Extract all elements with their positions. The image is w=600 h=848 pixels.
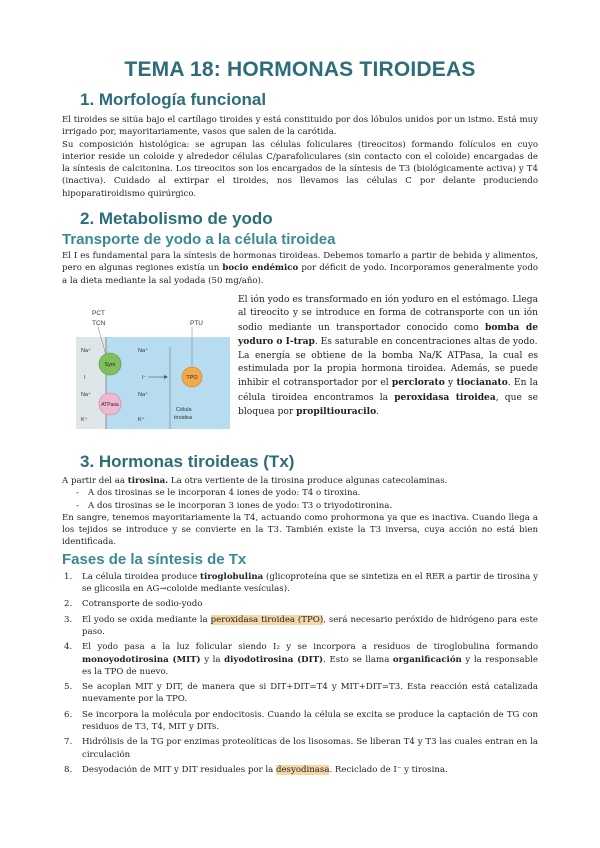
page-title: TEMA 18: HORMONAS TIROIDEAS	[124, 58, 476, 81]
list-item: 5. Se acoplan MIT y DIT, de manera que si DIT+DIT=T4 y MIT+DIT=T3. Esta reacción está catalizada nuevamente por la TPO.	[64, 682, 538, 705]
label-na-left-mid: Na⁺	[81, 392, 91, 398]
list-item: 1. La célula tiroidea produce tiroglobulina (glicoproteína que se sintetiza en el RER a partir de tirosina y se glicosila en AG→coloide mediante vesículas).	[64, 571, 538, 595]
label-symporter: Sym	[104, 362, 116, 368]
section-heading-metabolismo: 2. Metabolismo de yodo	[80, 209, 273, 228]
section-hormonas	[62, 452, 538, 776]
label-ptu: PTU	[190, 320, 203, 327]
label-i-arrow: I⁻	[142, 375, 147, 381]
list-item: 2. Cotransporte de sodio-yodo	[64, 599, 203, 610]
figure-side-text	[62, 294, 538, 420]
section-heading-hormonas: 3. Hormonas tiroideas (Tx)	[80, 452, 295, 471]
label-cell-1: Célula	[176, 407, 192, 413]
paragraph: Su composición histológica: se agrupan las células foliculares (tireocitos) formando folículos en cuyo interior reside un coloide y alrededor células C/parafoliculares (sin contacto con el coloide) encargadas de la síntesis de calcitonina. Los tireocitos son los encargados de la síntesis de T3 (biológicamente activa) y T4 (inactiva). Cuidado al extirpar el tiroides, nos llevamos las células C por delante produciendo hipoparatiroidismo quirúrgico.	[62, 139, 538, 199]
label-i-left: I	[84, 375, 86, 381]
label-tpo: TPO	[186, 375, 198, 381]
list-item: 3. El yodo se oxida mediante la peroxidasa tiroidea (TPO), será necesario peróxido de hidrógeno para este paso.	[64, 614, 538, 637]
paragraph: En sangre, tenemos mayoritariamente la T4, actuando como prohormona ya que es inactiva. Cuando llega a los tejidos se introduce y se convierte en la T3. También existe la T3 inversa, cuya acción no está bien identificada.	[62, 512, 538, 548]
list-item: 4. El yodo pasa a la luz folicular siendo I₂ y se incorpora a residuos de tiroglobulina formando monoyodotirosina (MIT) y la diyodotirosina (DIT). Esto se llama organificación y la responsable es la TPO de nuevo.	[64, 642, 538, 677]
label-na-right-mid: Na⁺	[138, 392, 148, 398]
highlight: desyodinasa	[275, 764, 330, 775]
label-atpasa: ATPasa	[101, 402, 119, 408]
label-cell-2: tiroidea	[174, 415, 193, 421]
subsection-heading-transporte: Transporte de yodo a la célula tiroidea	[62, 231, 336, 248]
subsection-heading-fases: Fases de la síntesis de Tx	[62, 550, 247, 568]
list-item: 8. Desyodación de MIT y DIT residuales por la desyodinasa. Reciclado de I⁻ y tirosina.	[64, 764, 448, 775]
section-morfologia	[62, 90, 538, 200]
list-item: - A dos tirosinas se le incorporan 4 iones de yodo: T4 o tiroxina.	[88, 487, 538, 499]
label-k-right: K⁺	[138, 417, 145, 423]
list-item: 6. Se incorpora la molécula por endocitosis. Cuando la célula se excita se produce la captación de TG con residuos de T3, T4, MIT y DITs.	[64, 709, 538, 733]
list-item: 7. Hidrólisis de la TG por enzimas proteolíticas de los lisosomas. Se liberan T4 y T3 las cuales entran en la circulación	[64, 737, 538, 760]
label-na-right-top: Na⁺	[138, 348, 148, 354]
highlight: peroxidasa tiroidea (TPO)	[210, 614, 324, 625]
label-na-left-top: Na⁺	[81, 348, 91, 354]
paragraph: La energía se obtiene de la bomba Na/K ATPasa, la cual es estimulada por la propia hormona tiroidea. Además, se puede inhibir el cotransportador por el perclorato y tiocianato. En la célula tiroidea encontramos la peroxidasa tiroidea, que se bloquea por propiltiouracilo.	[238, 350, 539, 418]
label-k-left: K⁺	[81, 417, 88, 423]
section-heading-morfologia: 1. Morfología funcional	[80, 90, 267, 109]
steps-list	[62, 571, 538, 776]
paragraph: El tiroides se sitúa bajo el cartílago tiroides y está constituido por dos lóbulos unidos por un istmo. Está muy irrigado por, mayoritariamente, vasos que salen de la carótida.	[62, 115, 538, 138]
paragraph: A partir del aa tirosina. La otra vertiente de la tirosina produce algunas catecolaminas.	[62, 476, 448, 486]
label-pct: PCT	[92, 310, 105, 317]
paragraph: El I es fundamental para la síntesis de hormonas tiroideas. Debemos tomarlo a partir de bebida y alimentos, pero en algunas regiones existía un bocio endémico por déficit de yodo. Incorporamos generalmente yodo a la dieta mediante la sal yodada (50 mg/año).	[62, 251, 538, 286]
section-metabolismo	[62, 209, 538, 287]
label-tcn: TCN	[92, 320, 106, 327]
document-page	[62, 58, 539, 775]
paragraph: El ión yodo es transformado en ión yoduro en el estómago. Llega al tireocito y se introduce en forma de cotransporte con un ión sodio mediante un transportador conocido como bomba de yoduro o I-trap. Es saturable en concentraciones altas de yodo.	[238, 295, 539, 348]
bullet-list	[62, 487, 538, 512]
list-item: - A dos tirosinas se le incorporan 3 iones de yodo: T3 o triyodotironina.	[88, 500, 538, 512]
